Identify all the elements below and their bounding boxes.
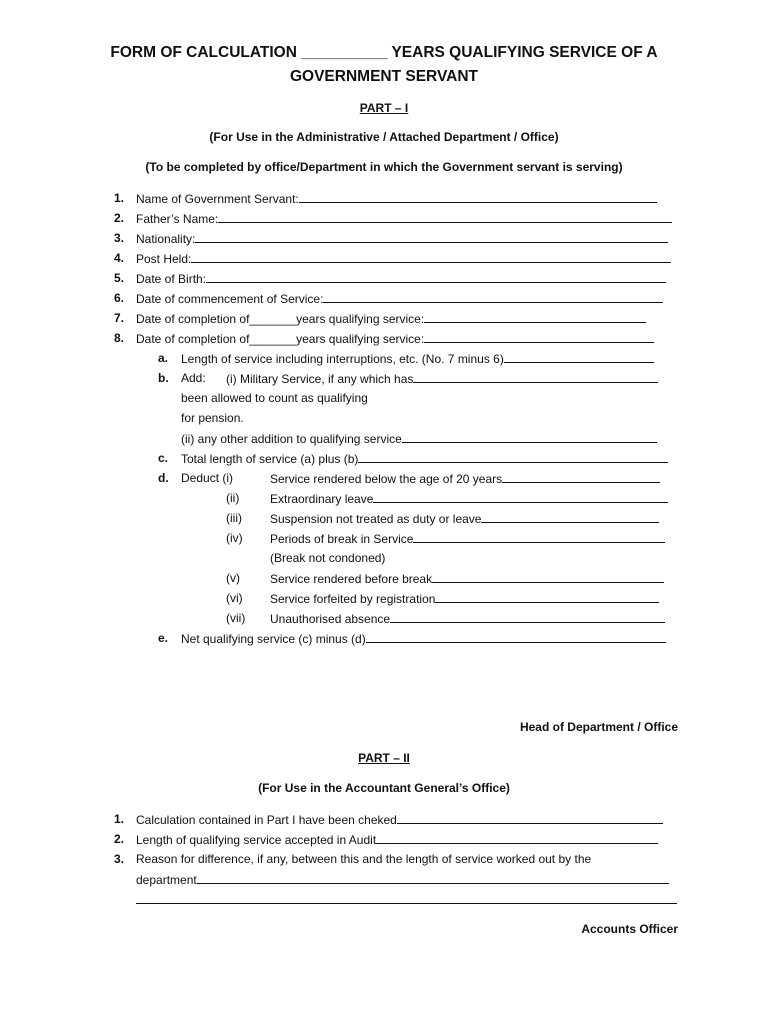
field-service-below-20: Service rendered below the age of 20 years — [270, 471, 660, 486]
field-nationality: Nationality: — [136, 231, 668, 246]
item-number: 5. — [113, 271, 124, 285]
sub-label-c: c. — [158, 451, 169, 465]
field-extra-line — [136, 892, 677, 907]
blank-line[interactable] — [504, 351, 654, 363]
part-2-use-note: (For Use in the Accountant General’s Office) — [258, 781, 510, 795]
blank-line[interactable] — [366, 631, 666, 643]
field-extraordinary-leave: Extraordinary leave — [270, 491, 668, 506]
roman-numeral: (iv) — [226, 531, 243, 545]
field-suspension: Suspension not treated as duty or leave — [270, 511, 659, 526]
sub-label-a: a. — [158, 351, 169, 365]
field-post-held: Post Held: — [136, 251, 671, 266]
blank-line[interactable] — [218, 211, 672, 223]
sub-label-d: d. — [158, 471, 169, 485]
field-date-of-birth: Date of Birth: — [136, 271, 666, 286]
field-military-service: (i) Military Service, if any which has — [226, 371, 658, 386]
blank-line[interactable] — [390, 611, 665, 623]
form-title-line-2: GOVERNMENT SERVANT — [289, 68, 479, 85]
accounts-officer-signature: Accounts Officer — [581, 922, 678, 936]
roman-numeral: (vi) — [226, 591, 243, 605]
blank-line[interactable] — [299, 191, 657, 203]
field-length-of-service: Length of service including interruptions, etc. (No. 7 minus 6) — [181, 351, 654, 366]
blank-line[interactable] — [424, 331, 654, 343]
field-calculation-checked: Calculation contained in Part I have been cheked — [136, 812, 663, 827]
field-date-of-completion-8: Date of completion of_______years qualifying service: — [136, 331, 654, 346]
blank-line[interactable] — [502, 471, 660, 483]
blank-line[interactable] — [397, 812, 663, 824]
roman-numeral: (v) — [226, 571, 240, 585]
break-not-condoned-note: (Break not condoned) — [270, 551, 386, 565]
part-1-use-note: (For Use in the Administrative / Attached Department / Office) — [209, 130, 559, 144]
field-net-qualifying-service: Net qualifying service (c) minus (d) — [181, 631, 666, 646]
military-service-note-1: been allowed to count as qualifying — [181, 391, 368, 405]
blank-line[interactable] — [323, 291, 663, 303]
item-number: 3. — [113, 852, 124, 866]
sub-label-e: e. — [158, 631, 169, 645]
blank-line[interactable] — [136, 892, 677, 904]
blank-line[interactable] — [413, 531, 665, 543]
item-number: 4. — [113, 251, 124, 265]
field-service-before-break: Service rendered before break — [270, 571, 664, 586]
part-2-heading: PART – II — [358, 751, 410, 765]
field-unauthorised-absence: Unauthorised absence — [270, 611, 665, 626]
blank-line[interactable] — [197, 872, 669, 884]
field-fathers-name: Father’s Name: — [136, 211, 672, 226]
add-label: Add: — [181, 371, 206, 385]
blank-line[interactable] — [435, 591, 659, 603]
form-title-line-1: FORM OF CALCULATION __________ YEARS QUALIFYING SERVICE OF A — [110, 44, 658, 61]
field-periods-of-break: Periods of break in Service — [270, 531, 665, 546]
field-service-forfeited: Service forfeited by registration — [270, 591, 659, 606]
blank-line[interactable] — [413, 371, 658, 383]
part-1-heading: PART – I — [359, 101, 409, 115]
item-number: 7. — [113, 311, 124, 325]
field-other-addition: (ii) any other addition to qualifying service — [181, 431, 657, 446]
blank-line[interactable] — [358, 451, 668, 463]
field-department: department — [136, 872, 669, 887]
item-number: 2. — [113, 211, 124, 225]
roman-numeral: (iii) — [226, 511, 242, 525]
blank-line[interactable] — [206, 271, 666, 283]
field-length-accepted-in-audit: Length of qualifying service accepted in Audit — [136, 832, 658, 847]
blank-line[interactable] — [481, 511, 659, 523]
item-number: 1. — [113, 812, 124, 826]
item-number: 6. — [113, 291, 124, 305]
field-date-of-commencement: Date of commencement of Service: — [136, 291, 663, 306]
item-number: 1. — [113, 191, 124, 205]
blank-line[interactable] — [373, 491, 668, 503]
head-of-department-signature: Head of Department / Office — [519, 720, 678, 734]
field-total-length: Total length of service (a) plus (b) — [181, 451, 668, 466]
roman-numeral: (vii) — [226, 611, 246, 625]
part-1-completion-note: (To be completed by office/Department in which the Government servant is serving) — [145, 160, 623, 174]
blank-line[interactable] — [432, 571, 664, 583]
deduct-label: Deduct (i) — [181, 471, 234, 485]
blank-line[interactable] — [376, 832, 658, 844]
blank-line[interactable] — [424, 311, 646, 323]
field-reason-for-difference: Reason for difference, if any, between this and the length of service worked out by the — [136, 852, 592, 866]
field-name-of-government-servant: Name of Government Servant: — [136, 191, 657, 206]
blank-line[interactable] — [191, 251, 671, 263]
item-number: 2. — [113, 832, 124, 846]
item-number: 3. — [113, 231, 124, 245]
item-number: 8. — [113, 331, 124, 345]
blank-line[interactable] — [402, 431, 657, 443]
sub-label-b: b. — [158, 371, 169, 385]
blank-line[interactable] — [195, 231, 668, 243]
military-service-note-2: for pension. — [181, 411, 244, 425]
field-date-of-completion-7: Date of completion of_______years qualifying service: — [136, 311, 646, 326]
roman-numeral: (ii) — [226, 491, 240, 505]
